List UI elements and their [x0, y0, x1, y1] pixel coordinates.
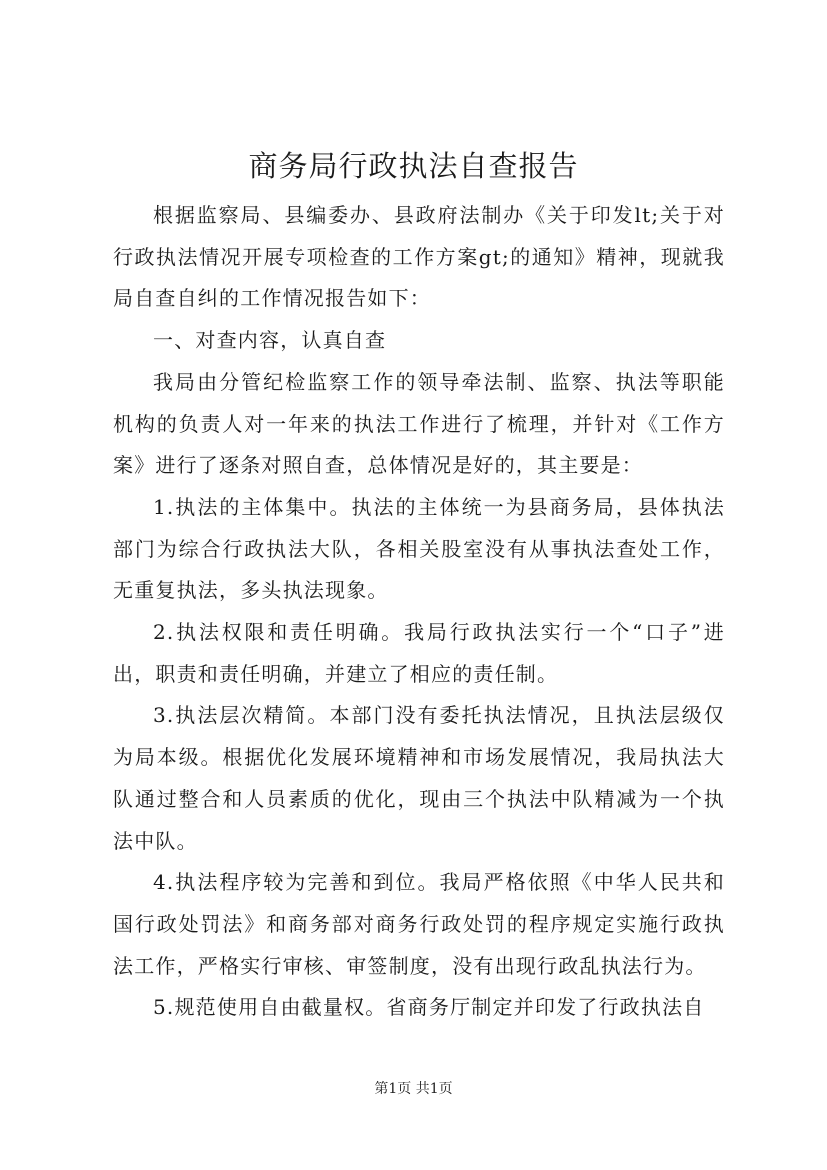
section-heading-1: 一、对查内容，认真自查: [153, 328, 387, 353]
paragraph-item-2: 2.执法权限和责任明确。我局行政执法实行一个“口子”进出，职责和责任明确，并建立了相应的责任制。: [113, 620, 725, 686]
paragraph-item-3: 3.执法层次精简。本部门没有委托执法情况，且执法层级仅为局本级。根据优化发展环境精神和市场发展情况，我局执法大队通过整合和人员素质的优化，现由三个执法中队精减为一个执法中队。: [113, 703, 725, 853]
page-number-footer: 第1页 共1页: [374, 1081, 453, 1097]
paragraph-item-1: 1.执法的主体集中。执法的主体统一为县商务局，县体执法部门为综合行政执法大队，各相关股室没有从事执法查处工作，无重复执法，多头执法现象。: [113, 494, 725, 603]
paragraph-overview: 我局由分管纪检监察工作的领导牵法制、监察、执法等职能机构的负责人对一年来的执法工作进行了梳理，并针对《工作方案》进行了逐条对照自查，总体情况是好的，其主要是：: [113, 369, 725, 478]
paragraph-intro: 根据监察局、县编委办、县政府法制办《关于印发lt;关于对行政执法情况开展专项检查的工作方案gt;的通知》精神，现就我局自查自纠的工作情况报告如下：: [113, 203, 725, 311]
paragraph-item-5: 5.规范使用自由截量权。省商务厅制定并印发了行政执法自: [153, 995, 705, 1020]
document-body: [113, 195, 725, 1029]
document-title: 商务局行政执法自查报告: [248, 149, 579, 183]
paragraph-item-4: 4.执法程序较为完善和到位。我局严格依照《中华人民共和国行政处罚法》和商务部对商务行政处罚的程序规定实施行政执法工作，严格实行审核、审签制度，没有出现行政乱执法行为。: [113, 870, 725, 978]
